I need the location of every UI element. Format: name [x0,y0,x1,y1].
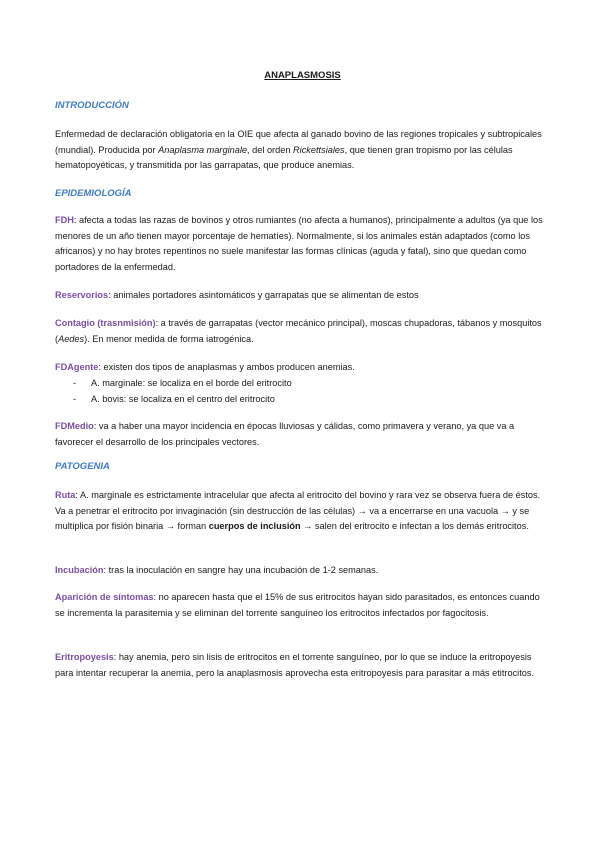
heading-epidemiologia: EPIDEMIOLOGÍA [55,188,132,199]
reservorios-label: Reservorios [55,290,109,300]
ruta-text-a: : A. marginale es estrictamente intracelular que afecta al eritrocito del bovino y rara vez se observa fuera de éstos. Va a penetrar el eritrocito por invaginación (sin destrucción de las células) → va a encerrarse en una vacuola → y se multiplica por fisión binaria → forman [55,490,541,531]
ruta-paragraph [55,488,550,535]
intro-paragraph [55,127,550,174]
reservorios-text: : animales portadores asintomáticos y garrapatas que se alimentan de estos [108,290,419,300]
reservorios-paragraph [55,288,550,304]
contagio-paragraph [55,316,550,347]
contagio-text-a: : a través de garrapatas (vector mecánico principal), moscas chupadoras, tábanos y mosquitos ( [55,318,542,344]
bullet-dash: - [73,378,77,388]
intro-text-c: , que tienen gran tropismo por las células hematopoyéticas, y transmitida por las garrapatas, que produce anemias. [55,144,513,170]
fdmedio-text: : va a haber una mayor incidencia en épocas lluviosas y cálidas, como primavera y verano, ya que va a favorecer el desarrollo de los principales vectores. [55,421,515,447]
fdmedio-paragraph [55,419,550,450]
heading-patogenia: PATOGENIA [55,461,110,472]
fdh-text: : afecta a todas las razas de bovinos y otros rumiantes (no afecta a humanos), principalmente a adultos (ya que los menores de un año tienen mayor porcentaje de hematíes). Normalmente, si los animales están adaptados (como los africanos) y no hay brotes repentinos no suele manifestar las formas clínicas (aguda y fatal), sino que quedan como portadores de la enfermedad. [55,215,543,272]
intro-text-a: Enfermedad de declaración obligatoria en la OIE que afecta al ganado bovino de las regiones tropicales y subtropicales (mundial). Producida por [55,129,542,155]
ruta-inclusion-bodies: cuerpos de inclusión [208,521,301,531]
contagio-label: Contagio (trasnmisión) [55,318,156,328]
bullet-text: A. bovis: se localiza en el centro del eritrocito [91,393,275,404]
incubacion-text: : tras la inoculación en sangre hay una incubación de 1-2 semanas. [103,565,379,575]
fdagente-label: FDAgente [55,362,99,372]
fdh-label: FDH [55,215,74,225]
ruta-text-b: → salen del eritrocito e infectan a los demás eritrocitos. [300,521,529,531]
intro-order: Rickettsiales [293,144,345,155]
bullet-dash: - [73,393,77,404]
fdagente-paragraph [55,360,550,376]
aparicion-label: Aparición de síntomas [55,592,154,602]
fdmedio-label: FDMedio [55,421,94,431]
bullet-text: A. marginale: se localiza en el borde del eritrocito [91,378,292,388]
document-title: ANAPLASMOSIS [264,70,341,81]
eritropoyesis-label: Eritropoyesis [55,652,114,662]
incubacion-label: Incubación [55,565,104,575]
eritropoyesis-paragraph [55,650,550,681]
contagio-text-b: ). En menor medida de forma iatrogénica. [84,333,254,344]
intro-text-b: , del orden [247,144,294,155]
aparicion-paragraph [55,590,550,621]
fdh-paragraph [55,213,550,275]
fdagente-text: : existen dos tipos de anaplasmas y ambos producen anemias. [98,362,355,372]
list-item [55,376,550,392]
incubacion-paragraph [55,563,550,579]
contagio-aedes: Aedes [58,333,85,344]
heading-introduccion: INTRODUCCIÓN [55,100,129,111]
ruta-label: Ruta [55,490,76,500]
anaplasma-types-list [55,376,550,407]
intro-species: Anaplasma marginale [158,144,248,155]
list-item [55,392,550,408]
aparicion-text: : no aparecen hasta que el 15% de sus eritrocitos hayan sido parasitados, es entonces cuando se incrementa la parasitemia y se eliminan del torrente sanguíneo los eritrocitos infectados por fagocitosis. [55,592,540,618]
eritropoyesis-text: : hay anemia, pero sin lisis de eritrocitos en el torrente sanguíneo, por lo que se induce la eritropoyesis para intentar recuperar la anemia, pero la anaplasmosis aprovecha esta eritropoyesis para parasitar a más etitrocitos. [55,652,535,678]
